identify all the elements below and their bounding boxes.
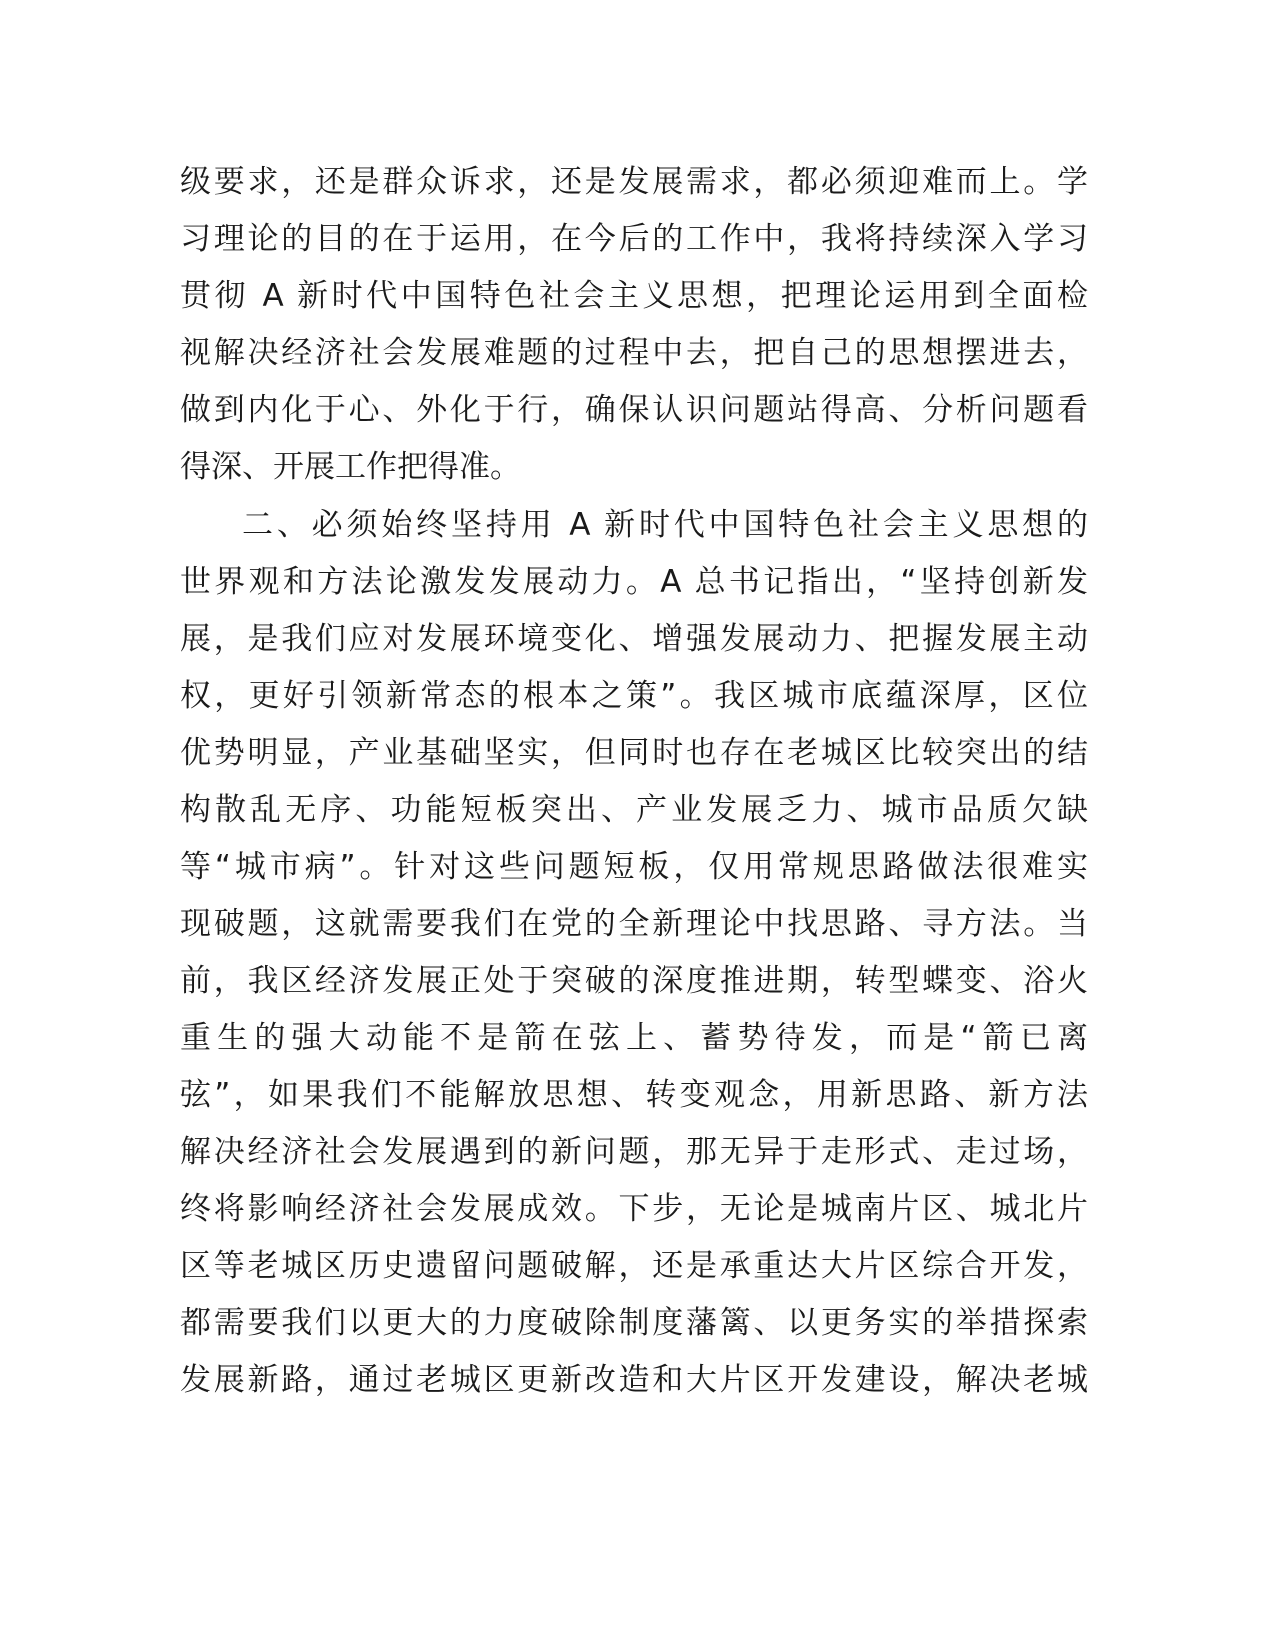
paragraph-section-two [180, 497, 1088, 1409]
text-line: 重生的强大动能不是箭在弦上、蓄势待发，而是“箭已离 [180, 1020, 1088, 1056]
text-line: 现破题，这就需要我们在党的全新理论中找思路、寻方法。当 [180, 906, 1088, 942]
text-line: 解决经济社会发展遇到的新问题，那无异于走形式、走过场， [180, 1134, 1088, 1170]
text-line: 权，更好引领新常态的根本之策”。我区城市底蕴深厚，区位 [180, 678, 1088, 714]
text-line: 展，是我们应对发展环境变化、增强发展动力、把握发展主动 [180, 621, 1088, 657]
text-line: 习理论的目的在于运用，在今后的工作中，我将持续深入学习 [180, 221, 1088, 257]
text-line: 等“城市病”。针对这些问题短板，仅用常规思路做法很难实 [180, 849, 1088, 885]
text-line: 得深、开展工作把得准。 [180, 449, 521, 485]
text-line: 构散乱无序、功能短板突出、产业发展乏力、城市品质欠缺 [180, 792, 1088, 828]
text-line: 级要求，还是群众诉求，还是发展需求，都必须迎难而上。学 [180, 164, 1088, 200]
text-line: 世界观和方法论激发发展动力。A 总书记指出，“坚持创新发 [180, 564, 1088, 600]
text-line: 都需要我们以更大的力度破除制度藩篱、以更务实的举措探索 [180, 1305, 1088, 1341]
text-line: 做到内化于心、外化于行，确保认识问题站得高、分析问题看 [180, 392, 1088, 428]
text-line: 弦”，如果我们不能解放思想、转变观念，用新思路、新方法 [180, 1077, 1088, 1113]
text-line: 视解决经济社会发展难题的过程中去，把自己的思想摆进去， [180, 335, 1088, 371]
text-line: 发展新路，通过老城区更新改造和大片区开发建设，解决老城 [180, 1362, 1088, 1398]
text-line: 区等老城区历史遗留问题破解，还是承重达大片区综合开发， [180, 1248, 1088, 1284]
text-line: 前，我区经济发展正处于突破的深度推进期，转型蝶变、浴火 [180, 963, 1088, 999]
text-line: 贯彻 A 新时代中国特色社会主义思想，把理论运用到全面检 [180, 278, 1088, 314]
section-heading-line: 二、必须始终坚持用 A 新时代中国特色社会主义思想的 [242, 507, 1088, 543]
text-line: 终将影响经济社会发展成效。下步，无论是城南片区、城北片 [180, 1191, 1088, 1227]
paragraph-continuation [180, 154, 1088, 496]
text-line: 优势明显，产业基础坚实，但同时也存在老城区比较突出的结 [180, 735, 1088, 771]
